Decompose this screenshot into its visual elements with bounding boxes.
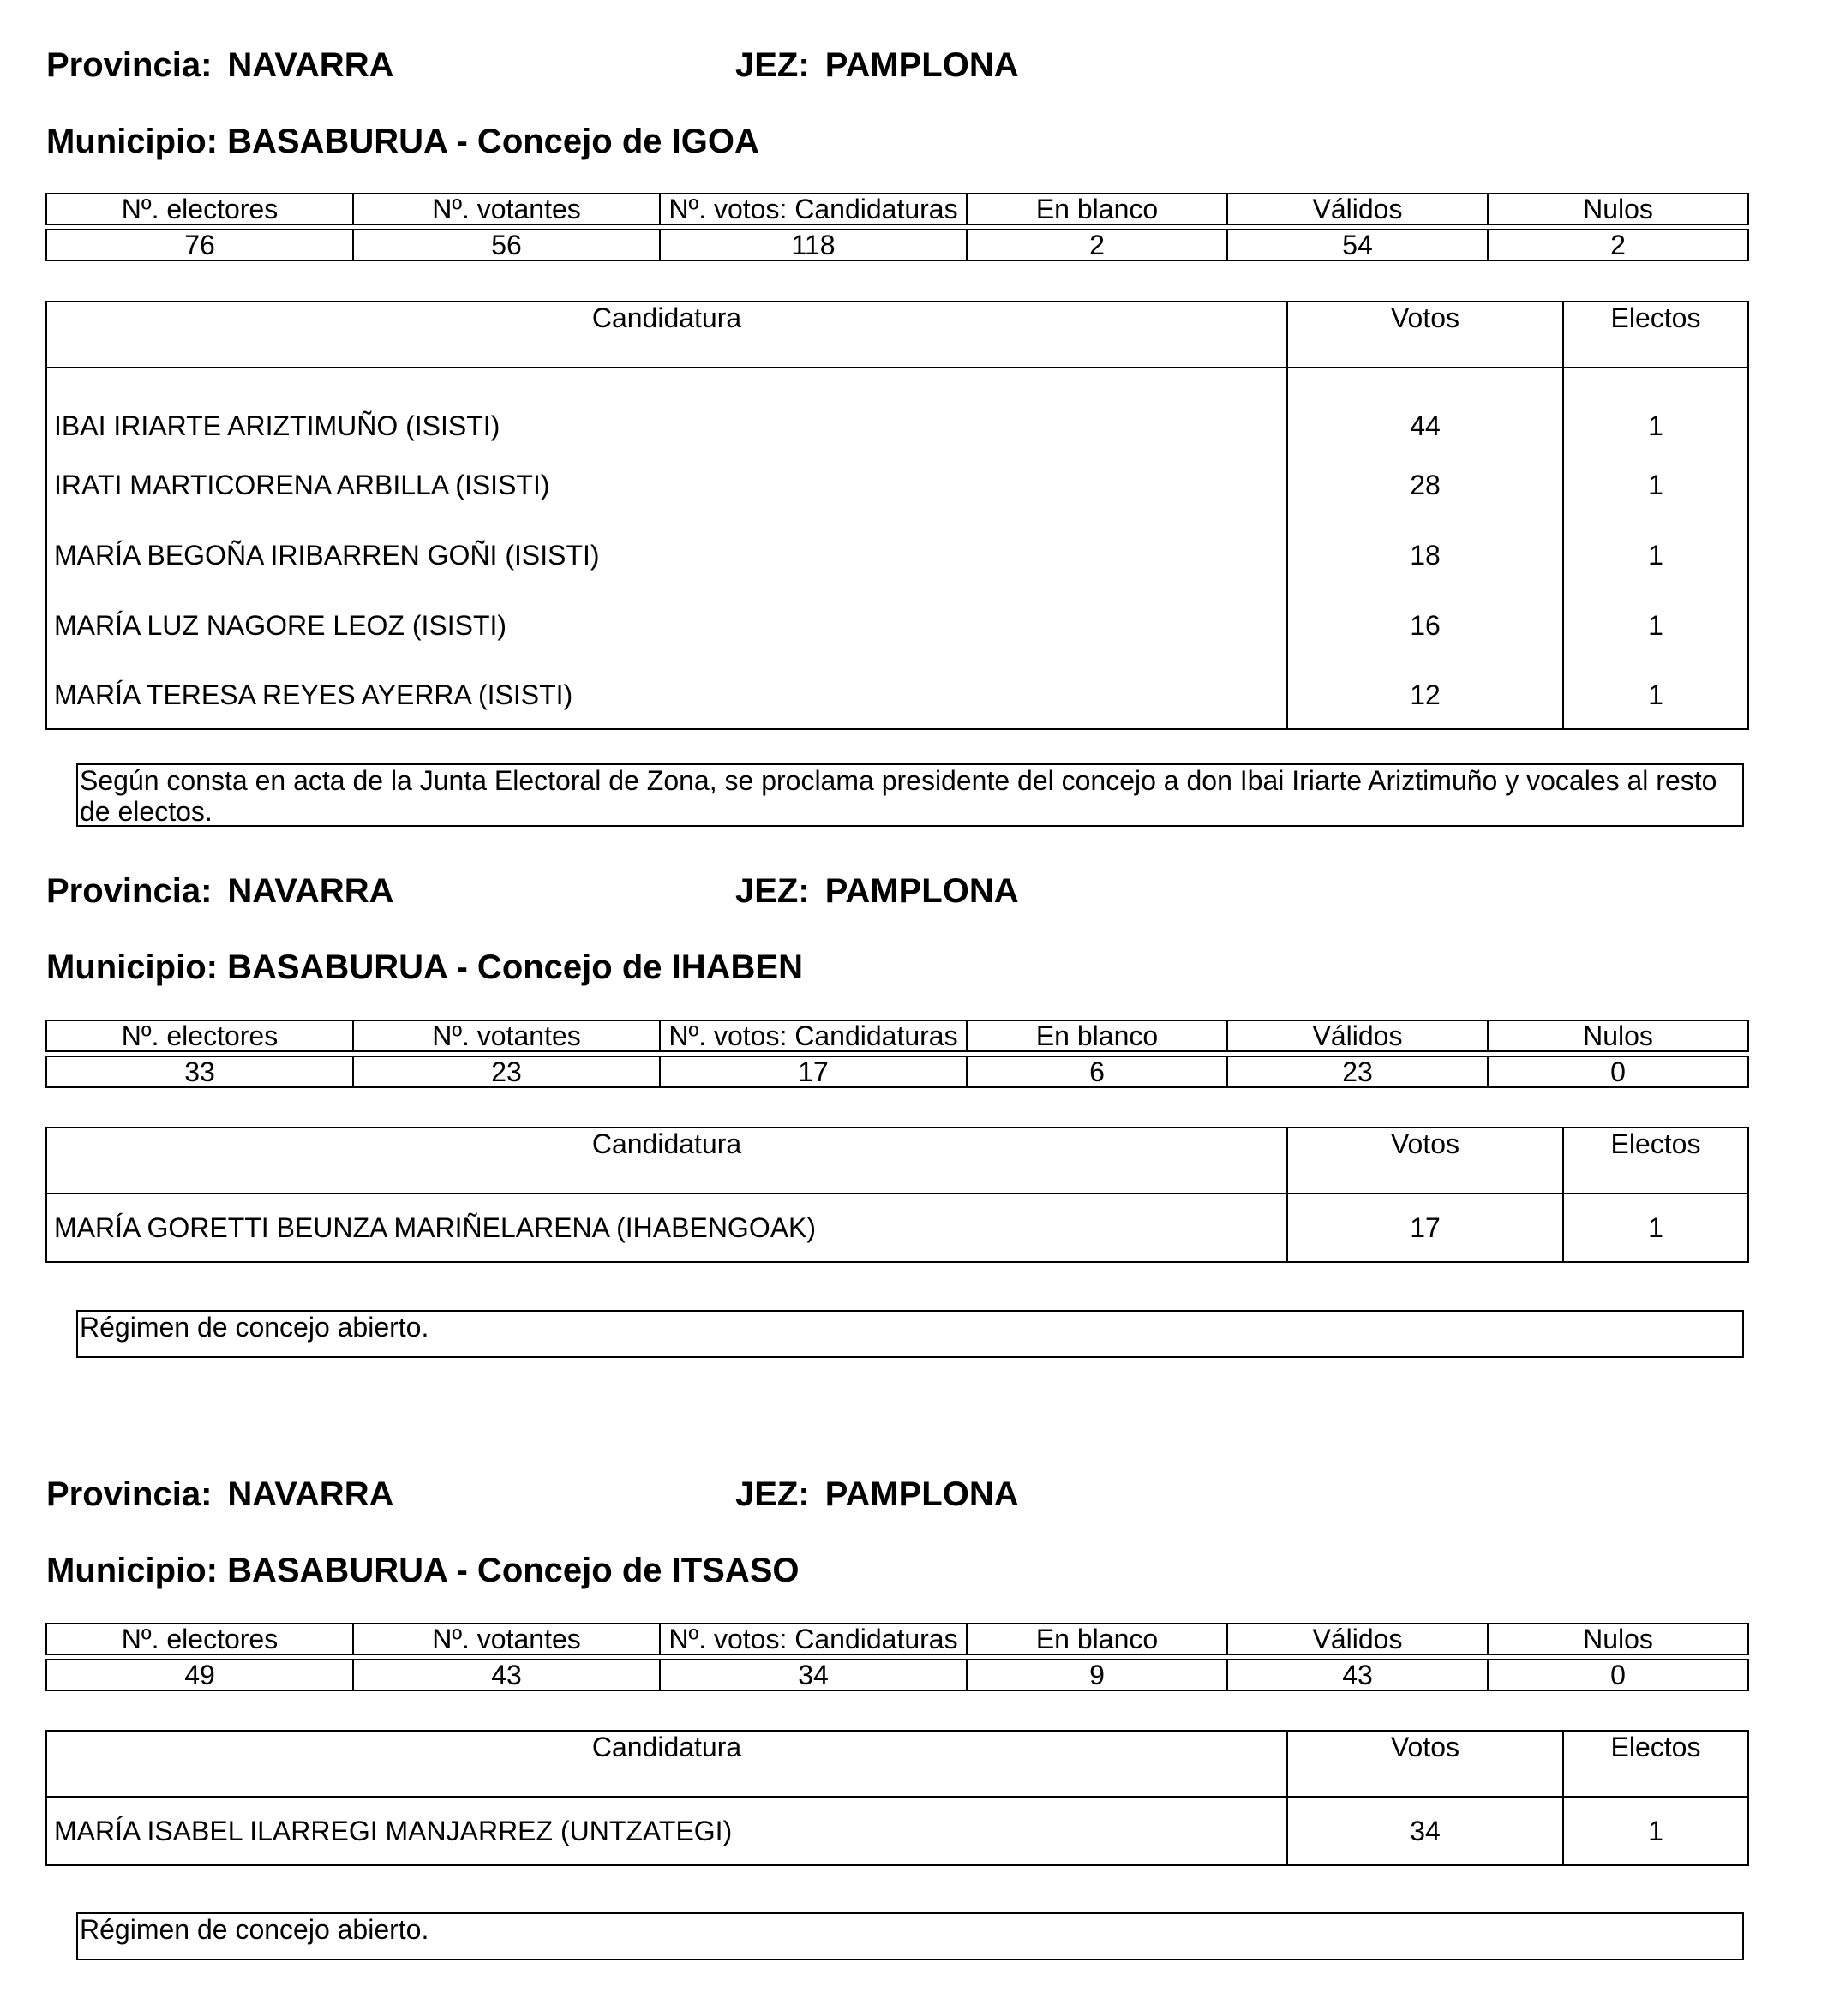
candidate-electos: 1 <box>1563 368 1748 450</box>
votos-header: Votos <box>1287 1731 1563 1797</box>
stats-header: Nulos <box>1488 194 1748 224</box>
stats-value: 76 <box>46 230 353 260</box>
candidates-header-row <box>46 1731 1748 1797</box>
stats-value: 56 <box>353 230 660 260</box>
candidate-name: MARÍA LUZ NAGORE LEOZ (ISISTI) <box>46 590 1287 661</box>
table-row <box>46 661 1748 729</box>
provincia-value: NAVARRA <box>227 1475 394 1513</box>
stats-table <box>45 1623 1749 1691</box>
candidate-votos: 12 <box>1287 661 1563 729</box>
stats-header: Nulos <box>1488 1624 1748 1654</box>
votos-header: Votos <box>1287 1128 1563 1193</box>
municipio-value: BASABURUA - Concejo de ITSASO <box>227 1552 800 1589</box>
table-row <box>46 590 1748 661</box>
municipio-line <box>46 950 803 984</box>
candidates-header-row <box>46 302 1748 368</box>
stats-value-row <box>46 230 1748 260</box>
provincia-line <box>46 874 393 908</box>
stats-header: Nulos <box>1488 1020 1748 1051</box>
stats-header: En blanco <box>967 1020 1227 1051</box>
stats-value: 0 <box>1488 1660 1748 1690</box>
municipio-value: BASABURUA - Concejo de IHABEN <box>227 948 803 986</box>
stats-header: En blanco <box>967 194 1227 224</box>
table-row <box>46 1193 1748 1262</box>
candidate-name: MARÍA BEGOÑA IRIBARREN GOÑI (ISISTI) <box>46 520 1287 590</box>
stats-header: Válidos <box>1227 1020 1488 1051</box>
stats-value: 9 <box>967 1660 1227 1690</box>
stats-header-row <box>46 194 1748 224</box>
stats-header: Válidos <box>1227 194 1488 224</box>
jez-line <box>735 1477 1019 1511</box>
stats-header: Nº. votantes <box>353 1624 660 1654</box>
electos-header: Electos <box>1563 1731 1748 1797</box>
stats-value: 2 <box>1488 230 1748 260</box>
table-row <box>46 368 1748 450</box>
candidates-table <box>45 301 1749 730</box>
candidatura-header: Candidatura <box>46 1128 1287 1193</box>
candidate-votos: 44 <box>1287 368 1563 450</box>
candidate-name: MARÍA GORETTI BEUNZA MARIÑELARENA (IHABENGOAK) <box>46 1193 1287 1262</box>
candidates-table <box>45 1730 1749 1866</box>
stats-value-row <box>46 1056 1748 1087</box>
municipio-line <box>46 124 759 159</box>
proclamation-note: Según consta en acta de la Junta Electoral de Zona, se proclama presidente del concejo a don Ibai Iriarte Ariztimuño y vocales al resto de electos. <box>76 763 1744 827</box>
provincia-label: Provincia: <box>46 46 213 84</box>
candidate-electos: 1 <box>1563 520 1748 590</box>
stats-value: 54 <box>1227 230 1488 260</box>
candidate-votos: 34 <box>1287 1797 1563 1865</box>
jez-label: JEZ: <box>735 872 810 910</box>
regimen-note: Régimen de concejo abierto. <box>76 1310 1744 1358</box>
stats-header: Nº. electores <box>46 194 353 224</box>
candidates-table <box>45 1127 1749 1263</box>
stats-value: 17 <box>660 1056 967 1087</box>
table-row <box>46 1797 1748 1865</box>
candidate-electos: 1 <box>1563 590 1748 661</box>
stats-header: Nº. votos: Candidaturas <box>660 1020 967 1051</box>
candidates-header-row <box>46 1128 1748 1193</box>
stats-value: 23 <box>353 1056 660 1087</box>
provincia-line <box>46 48 393 82</box>
stats-value: 0 <box>1488 1056 1748 1087</box>
candidate-name: IBAI IRIARTE ARIZTIMUÑO (ISISTI) <box>46 368 1287 450</box>
stats-header: Nº. votantes <box>353 1020 660 1051</box>
jez-label: JEZ: <box>735 46 810 84</box>
municipio-label: Municipio: <box>46 1552 218 1589</box>
stats-value: 49 <box>46 1660 353 1690</box>
municipio-label: Municipio: <box>46 948 218 986</box>
jez-value: PAMPLONA <box>824 46 1019 84</box>
candidatura-header: Candidatura <box>46 1731 1287 1797</box>
stats-table <box>45 193 1749 261</box>
candidate-votos: 17 <box>1287 1193 1563 1262</box>
stats-header: En blanco <box>967 1624 1227 1654</box>
stats-value: 118 <box>660 230 967 260</box>
stats-header: Nº. votos: Candidaturas <box>660 1624 967 1654</box>
jez-value: PAMPLONA <box>824 1475 1019 1513</box>
candidate-name: MARÍA ISABEL ILARREGI MANJARREZ (UNTZATEGI) <box>46 1797 1287 1865</box>
municipio-line <box>46 1553 800 1588</box>
electos-header: Electos <box>1563 1128 1748 1193</box>
candidate-name: IRATI MARTICORENA ARBILLA (ISISTI) <box>46 450 1287 520</box>
electos-header: Electos <box>1563 302 1748 368</box>
stats-value: 23 <box>1227 1056 1488 1087</box>
stats-table <box>45 1020 1749 1088</box>
votos-header: Votos <box>1287 302 1563 368</box>
stats-value: 33 <box>46 1056 353 1087</box>
stats-header: Nº. electores <box>46 1624 353 1654</box>
provincia-value: NAVARRA <box>227 872 394 910</box>
stats-header: Nº. electores <box>46 1020 353 1051</box>
candidatura-header: Candidatura <box>46 302 1287 368</box>
stats-value: 43 <box>1227 1660 1488 1690</box>
stats-header: Nº. votantes <box>353 194 660 224</box>
stats-value: 6 <box>967 1056 1227 1087</box>
provincia-line <box>46 1477 393 1511</box>
stats-header: Válidos <box>1227 1624 1488 1654</box>
candidate-votos: 16 <box>1287 590 1563 661</box>
table-row <box>46 520 1748 590</box>
municipio-label: Municipio: <box>46 123 218 160</box>
candidate-electos: 1 <box>1563 450 1748 520</box>
jez-line <box>735 48 1019 82</box>
stats-header: Nº. votos: Candidaturas <box>660 194 967 224</box>
provincia-label: Provincia: <box>46 1475 213 1513</box>
stats-value: 34 <box>660 1660 967 1690</box>
stats-header-row <box>46 1624 1748 1654</box>
stats-value: 2 <box>967 230 1227 260</box>
stats-value-row <box>46 1660 1748 1690</box>
candidate-name: MARÍA TERESA REYES AYERRA (ISISTI) <box>46 661 1287 729</box>
candidate-votos: 18 <box>1287 520 1563 590</box>
provincia-value: NAVARRA <box>227 46 394 84</box>
jez-value: PAMPLONA <box>824 872 1019 910</box>
candidate-votos: 28 <box>1287 450 1563 520</box>
jez-label: JEZ: <box>735 1475 810 1513</box>
candidate-electos: 1 <box>1563 1193 1748 1262</box>
candidate-electos: 1 <box>1563 661 1748 729</box>
stats-header-row <box>46 1020 1748 1051</box>
municipio-value: BASABURUA - Concejo de IGOA <box>227 123 759 160</box>
candidate-electos: 1 <box>1563 1797 1748 1865</box>
regimen-note: Régimen de concejo abierto. <box>76 1912 1744 1960</box>
stats-value: 43 <box>353 1660 660 1690</box>
jez-line <box>735 874 1019 908</box>
provincia-label: Provincia: <box>46 872 213 910</box>
table-row <box>46 450 1748 520</box>
